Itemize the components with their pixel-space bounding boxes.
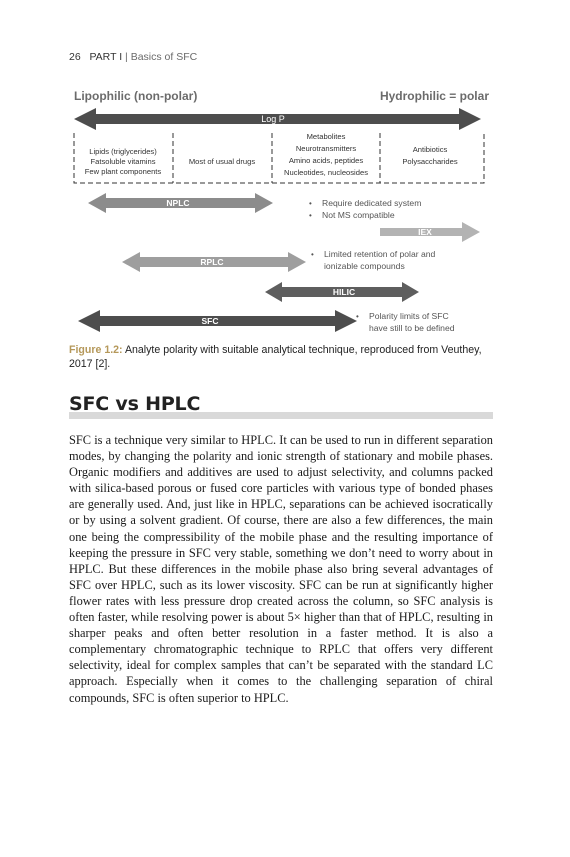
sfc-note-2: have still to be defined [369,323,455,333]
page-number: 26 [69,51,81,63]
caption-text: Analyte polarity with suitable analytical technique, reproduced from Veuthey, 2017 [2]. [69,344,482,370]
group-1-line-3: Few plant components [84,167,162,176]
group-3-line-1: Metabolites [306,132,346,141]
hilic-label: HILIC [332,287,356,297]
polarity-diagram [60,80,500,340]
caption-label: Figure 1.2: [69,344,123,356]
rplc-note-2: ionizable compounds [324,261,405,271]
group-3-line-2: Neurotransmitters [295,144,357,153]
lipophilic-label: Lipophilic (non-polar) [74,89,198,103]
group-4-line-1: Antibiotics [412,145,448,154]
group-2-line-1: Most of usual drugs [188,157,256,166]
figure-caption [69,343,499,371]
group-1-line-2: Fatsoluble vitamins [90,157,156,166]
logp-label: Log P [261,114,285,124]
rplc-bullet: • [311,250,314,259]
section-title: SFC vs HPLC [69,393,201,415]
group-4-line-2: Polysaccharides [402,157,458,166]
group-3-line-3: Amino acids, peptides [288,156,364,165]
sfc-label: SFC [201,316,219,326]
sfc-note-1: Polarity limits of SFC [369,311,449,321]
nplc-bullet-2: • [309,211,312,220]
running-header: 26 PART I | Basics of SFC [69,51,198,63]
rplc-label: RPLC [200,257,224,267]
group-1-line-1: Lipids (triglycerides) [89,147,157,156]
polarity-figure [60,80,500,340]
part-subtitle: Basics of SFC [130,51,198,63]
body-paragraph: SFC is a technique very similar to HPLC. It can be used to run in different separation modes, by changing the polarity and ionic strength of stationary and mobile phases. Organic modifiers and additives are used to adjust selectivity, and columns packed with silica-based porous or fused core particles with various type of bonded phases are generally used. And, just like in HPLC, separations can be achieved isocratically or by using a solvent gradient. Of course, there are also a few differences, the main one being the compressibility of the mobile phase and the resulting importance of keeping the pressure in SFC very stable, something we don’t need to worry about in HPLC. But these differences in the mobile phase also bring several advantages of SFC over HPLC, such as its lower viscosity. SFC can be run at significantly higher flower rates with less pressure drop created across the column, so SFC analysis is often faster, while resolving power is about 5× higher than that of HPLC, resulting in sharper peaks and often better resolution in a faster method. It is also a complementary chromatographic technique to RPLC that offers very different selectivity, ideal for complex samples that can’t be separated with the standard LC approach. Especially when it comes to the challenging separation of chiral compounds, SFC is often superior to HPLC. [69,433,493,705]
sfc-bullet: • [356,312,359,321]
part-label: PART I [89,51,123,63]
nplc-note-2: Not MS compatible [322,210,395,220]
nplc-label: NPLC [166,198,190,208]
nplc-note-1: Require dedicated system [322,198,422,208]
iex-label: IEX [418,227,432,237]
rplc-note-1: Limited retention of polar and [324,249,436,259]
nplc-bullet-1: • [309,199,312,208]
group-3-line-4: Nucleotides, nucleosides [283,168,369,177]
hydrophilic-label: Hydrophilic = polar [379,89,489,103]
